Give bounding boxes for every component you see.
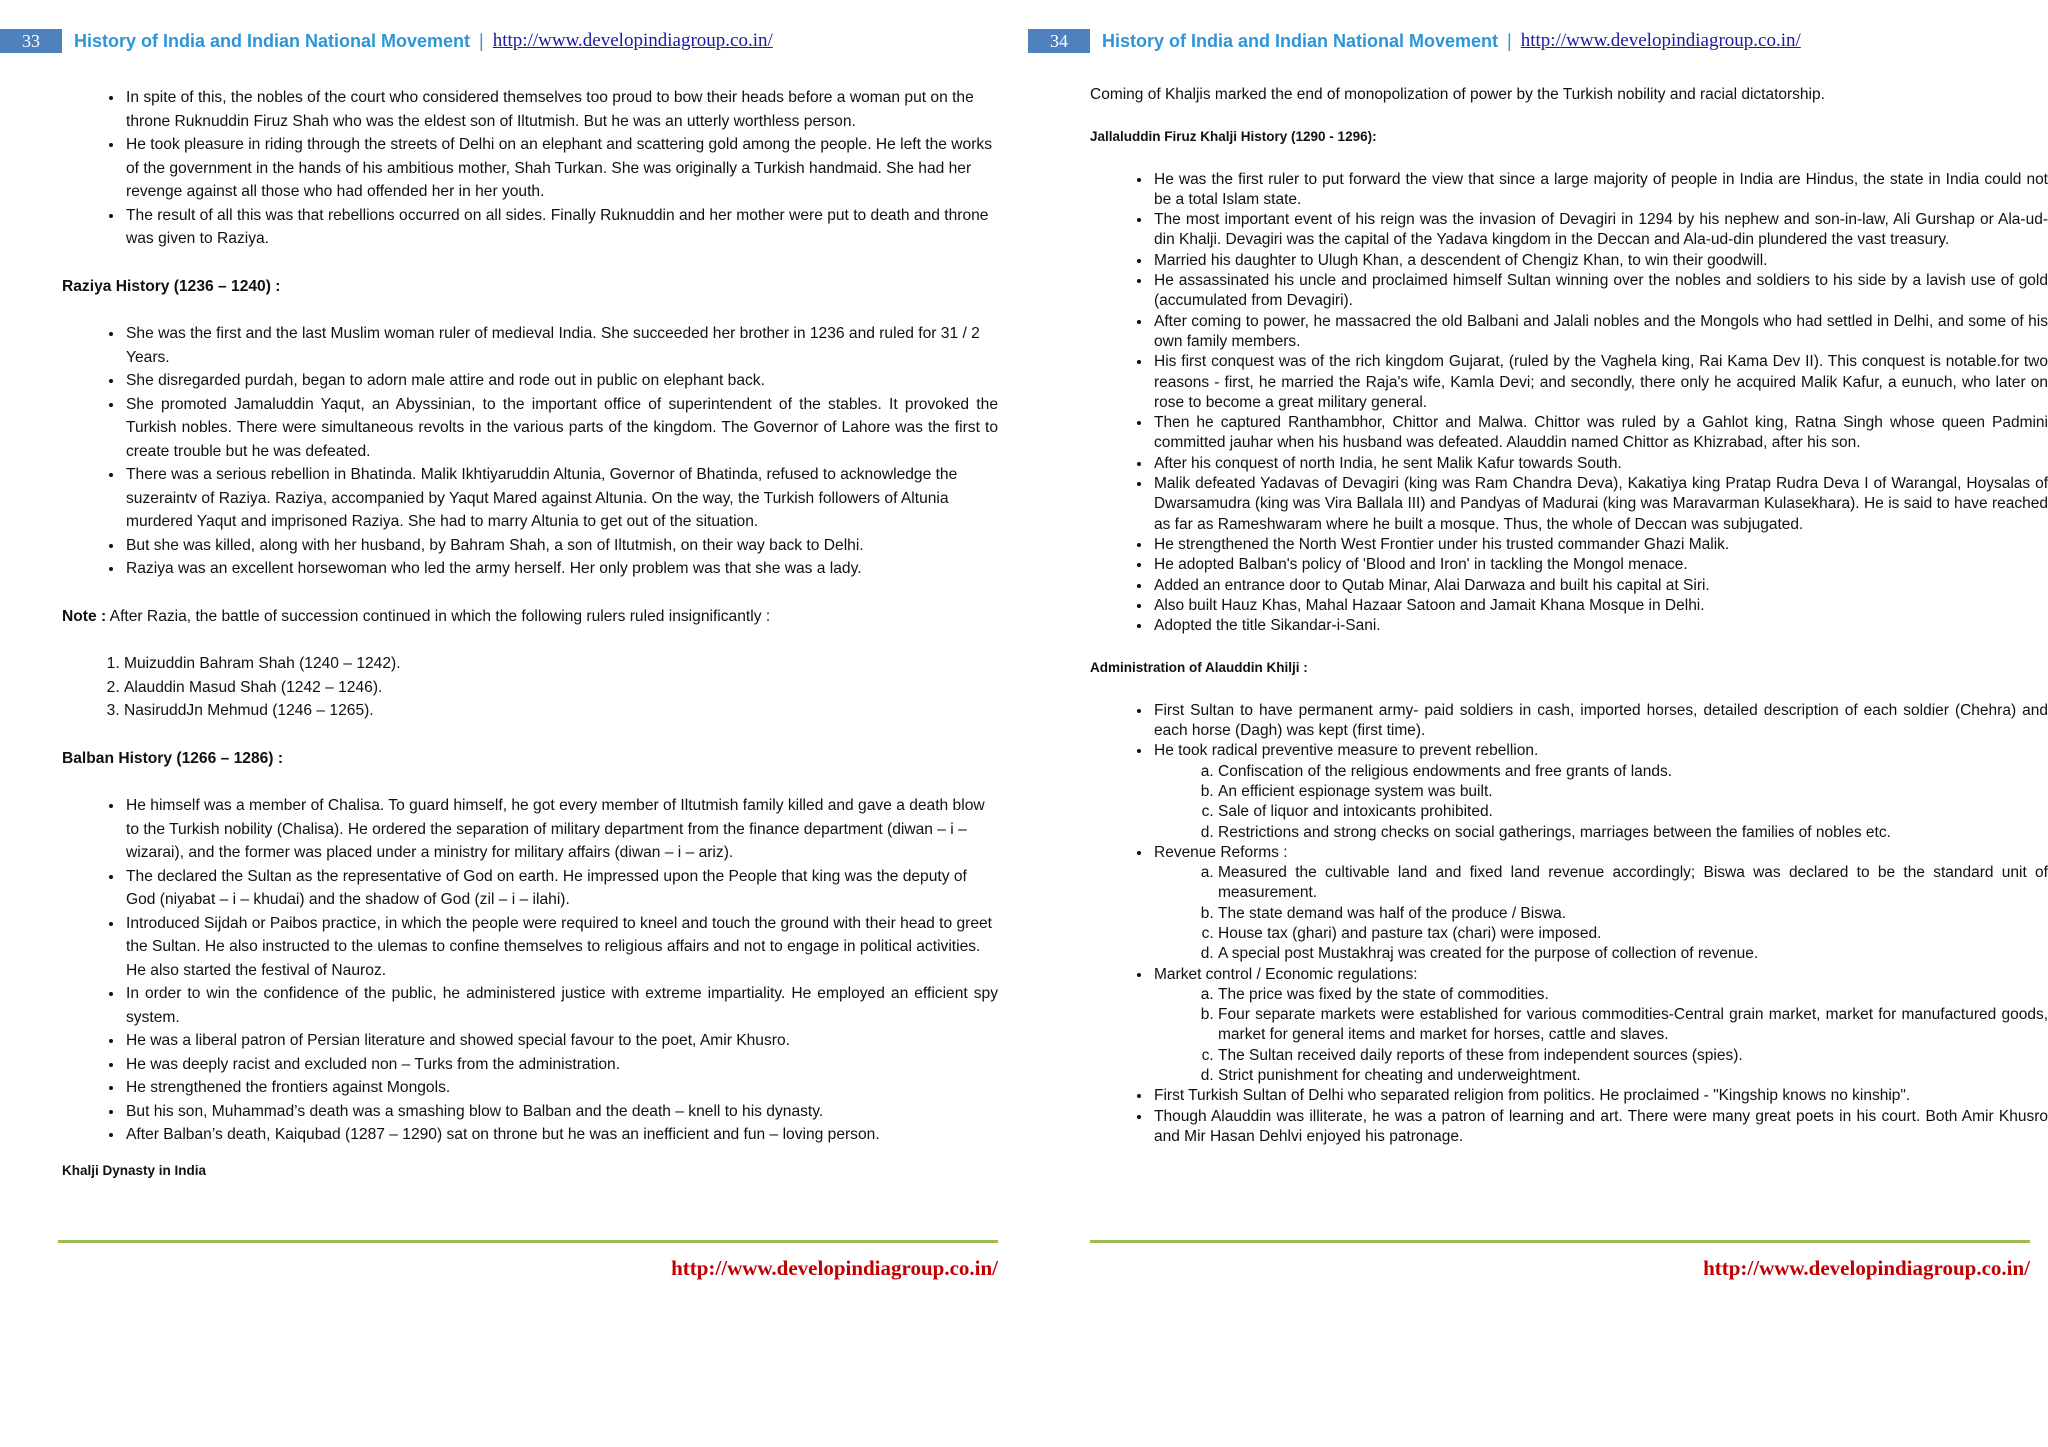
header-separator: |	[1507, 30, 1512, 51]
list-item: • In spite of this, the nobles of the court who considered themselves too proud to bow their heads before a woman put on the throne Ruknuddin Firuz Shah who was the eldest son of Iltutmish. But he was an utterly worthless person.	[124, 86, 998, 133]
list-item: • Adopted the title Sikandar-i-Sani.	[1152, 616, 2048, 636]
list-item: • He was deeply racist and excluded non – Turks from the administration.	[124, 1053, 998, 1077]
list-item: • Though Alauddin was illiterate, he was a patron of learning and art. There were many great poets in his court. Both Amir Khusro and Mir Hasan Dehlvi enjoyed his patronage.	[1152, 1107, 2048, 1148]
list-item: • There was a serious rebellion in Bhatinda. Malik Ikhtiyaruddin Altunia, Governor of Bhatinda, refused to acknowledge the suzeraintv of Raziya. Raziya, accompanied by Yaqut Mared against Altunia. On the way, the Turkish followers of Altunia murdered Yaqut and imprisoned Raziya. She had to marry Altunia to get out of the situation.	[124, 463, 998, 534]
page-header	[1028, 28, 1801, 54]
list-item: • Malik defeated Yadavas of Devagiri (king was Ram Chandra Deva), Kakatiya king Pratap Rudra Deva I of Warangal, Hoysalas of Dwarsamudra (king was Vira Ballala III) and Pandyas of Madurai (king was Maravarman Kulasekhara). He is said to have reached as far as Rameshwaram where he built a mosque. Thus, the whole of Deccan was subjugated.	[1152, 474, 2048, 535]
rebellion-sublist	[1154, 762, 2048, 843]
list-item: a. Measured the cultivable land and fixed land revenue accordingly; Biswa was declared to be the standard unit of measurement.	[1218, 863, 2048, 904]
header-title: History of India and Indian National Movement	[74, 30, 471, 51]
admin-bullet-list	[1090, 701, 2048, 1148]
list-item: 1. Muizuddin Bahram Shah (1240 – 1242).	[124, 652, 998, 676]
list-item	[1152, 843, 2048, 965]
balban-bullet-list	[62, 794, 998, 1147]
admin-heading: Administration of Alauddin Khilji :	[1090, 660, 1308, 676]
list-item: b. Four separate markets were established for various commodities-Central grain market, market for manufactured goods, market for general items and market for horses, cattle and slaves.	[1218, 1005, 2048, 1046]
list-item-label: He took radical preventive measure to prevent rebellion.	[1154, 742, 1539, 760]
list-item: c. House tax (ghari) and pasture tax (chari) were imposed.	[1218, 924, 2048, 944]
right-page	[1028, 0, 2048, 1300]
list-item: • He took pleasure in riding through the streets of Delhi on an elephant and scattering gold among the people. He left the works of the government in the hands of his ambitious mother, Shah Turkan. She was originally a Turkish handmaid. She had her revenge against all those who had offended her in her youth.	[124, 133, 998, 204]
header-url-link[interactable]: http://www.developindiagroup.co.in/	[492, 30, 773, 51]
list-item: • But his son, Muhammad’s death was a smashing blow to Balban and the death – knell to his dynasty.	[124, 1100, 998, 1124]
list-item: • In order to win the confidence of the public, he administered justice with extreme impartiality. He employed an efficient spy system.	[124, 982, 998, 1029]
footer-rule	[1090, 1240, 2030, 1243]
jalal-bullet-list	[1090, 170, 2048, 637]
list-item	[1152, 741, 2048, 842]
list-item: • Married his daughter to Ulugh Khan, a descendent of Chengiz Khan, to win their goodwill.	[1152, 251, 2048, 271]
list-item: d. Restrictions and strong checks on social gatherings, marriages between the families of nobles etc.	[1218, 823, 2048, 843]
header-title: History of India and Indian National Movement	[1102, 30, 1499, 51]
list-item: c. Sale of liquor and intoxicants prohibited.	[1218, 802, 2048, 822]
jalal-heading: Jallaluddin Firuz Khalji History (1290 - 1296):	[1090, 129, 1377, 145]
list-item: • Added an entrance door to Qutab Minar, Alai Darwaza and built his capital at Siri.	[1152, 576, 2048, 596]
note-paragraph	[62, 605, 998, 629]
list-item: • Introduced Sijdah or Paibos practice, in which the people were required to kneel and touch the ground with their head to greet the Sultan. He also instructed to the ulemas to confine themselves to religious affairs and not to engage in political activities. He also started the festival of Nauroz.	[124, 912, 998, 983]
list-item-label: Market control / Economic regulations:	[1154, 965, 1418, 983]
list-item: a. Confiscation of the religious endowments and free grants of lands.	[1218, 762, 2048, 782]
intro-bullet-list	[62, 86, 998, 251]
list-item-label: Revenue Reforms :	[1154, 843, 1288, 861]
list-item: • He adopted Balban's policy of 'Blood and Iron' in tackling the Mongol menace.	[1152, 555, 2048, 575]
list-item: 2. Alauddin Masud Shah (1242 – 1246).	[124, 676, 998, 700]
list-item: d. Strict punishment for cheating and underweightment.	[1218, 1066, 2048, 1086]
list-item	[1152, 965, 2048, 1087]
list-item: • After Balban’s death, Kaiqubad (1287 – 1290) sat on throne but he was an inefficient and fun – loving person.	[124, 1123, 998, 1147]
header-url-link[interactable]: http://www.developindiagroup.co.in/	[1520, 30, 1801, 51]
footer-rule	[58, 1240, 998, 1243]
list-item: • The result of all this was that rebellions occurred on all sides. Finally Ruknuddin and her mother were put to death and throne was given to Raziya.	[124, 204, 998, 251]
page-number: 33	[0, 29, 62, 53]
list-item: • Raziya was an excellent horsewoman who led the army herself. Her only problem was that she was a lady.	[124, 557, 998, 581]
intro-paragraph: Coming of Khaljis marked the end of monopolization of power by the Turkish nobility and racial dictatorship.	[1090, 86, 1825, 103]
revenue-sublist	[1154, 863, 2048, 964]
list-item: • His first conquest was of the rich kingdom Gujarat, (ruled by the Vaghela king, Rai Kama Dev II). This conquest is notable.for two reasons - first, he married the Raja's wife, Kamla Devi; and secondly, there only he acquired Malik Kafur, a eunuch, who later on rose to become a great military general.	[1152, 352, 2048, 413]
list-item: • First Sultan to have permanent army- paid soldiers in cash, imported horses, detailed description of each soldier (Chehra) and each horse (Dagh) was kept (first time).	[1152, 701, 2048, 742]
list-item: d. A special post Mustakhraj was created for the purpose of collection of revenue.	[1218, 944, 2048, 964]
page-header	[0, 28, 773, 54]
footer-url-link[interactable]: http://www.developindiagroup.co.in/	[1703, 1256, 2030, 1280]
list-item: • Then he captured Ranthambhor, Chittor and Malwa. Chittor was ruled by a Gahlot king, Ratna Singh whose queen Padmini committed jauhar when his husband was defeated. Alauddin named Chittor as Khizrabad, after his son.	[1152, 413, 2048, 454]
list-item: • She was the first and the last Muslim woman ruler of medieval India. She succeeded her brother in 1236 and ruled for 31 / 2 Years.	[124, 322, 998, 369]
raziya-heading: Raziya History (1236 – 1240) :	[62, 277, 281, 295]
raziya-bullet-list	[62, 322, 998, 581]
list-item: • He himself was a member of Chalisa. To guard himself, he got every member of Iltutmish family killed and gave a death blow to the Turkish nobility (Chalisa). He ordered the separation of military department from the finance department (diwan – i – wizarai), and the former was placed under a ministry for military affairs (diwan – i – ariz).	[124, 794, 998, 865]
khalji-heading: Khalji Dynasty in India	[62, 1162, 207, 1178]
balban-heading: Balban History (1266 – 1286) :	[62, 749, 284, 767]
list-item: • The most important event of his reign was the invasion of Devagiri in 1294 by his nephew and son-in-law, Ali Gurshap or Ala-ud-din Khalji. Devagiri was the capital of the Yadava kingdom in the Deccan and Ala-ud-din plundered the vast treasury.	[1152, 210, 2048, 251]
list-item: • Also built Hauz Khas, Mahal Hazaar Satoon and Jamait Khana Mosque in Delhi.	[1152, 596, 2048, 616]
list-item: • First Turkish Sultan of Delhi who separated religion from politics. He proclaimed - "Kingship knows no kinship".	[1152, 1086, 2048, 1106]
list-item: c. The Sultan received daily reports of these from independent sources (spies).	[1218, 1046, 2048, 1066]
list-item: • The declared the Sultan as the representative of God on earth. He impressed upon the People that king was the deputy of God (niyabat – i – khudai) and the shadow of God (zil – i – ilahi).	[124, 865, 998, 912]
list-item: b. An efficient espionage system was built.	[1218, 782, 2048, 802]
list-item: • After coming to power, he massacred the old Balbani and Jalali nobles and the Mongols who had settled in Delhi, and some of his own family members.	[1152, 312, 2048, 353]
list-item: • She disregarded purdah, began to adorn male attire and rode out in public on elephant back.	[124, 369, 998, 393]
list-item: 3. NasiruddJn Mehmud (1246 – 1265).	[124, 699, 998, 723]
left-page-body	[62, 86, 998, 1182]
list-item: a. The price was fixed by the state of commodities.	[1218, 985, 2048, 1005]
left-page	[0, 0, 1010, 1300]
list-item: • He was a liberal patron of Persian literature and showed special favour to the poet, Amir Khusro.	[124, 1029, 998, 1053]
list-item: • She promoted Jamaluddin Yaqut, an Abyssinian, to the important office of superintendent of the stables. It provoked the Turkish nobles. There were simultaneous revolts in the various parts of the kingdom. The Governor of Lahore was the first to create trouble but he was defeated.	[124, 393, 998, 464]
right-page-body	[1090, 85, 2048, 1147]
list-item: • After his conquest of north India, he sent Malik Kafur towards South.	[1152, 454, 2048, 474]
list-item: • But she was killed, along with her husband, by Bahram Shah, a son of Iltutmish, on their way back to Delhi.	[124, 534, 998, 558]
note-text: After Razia, the battle of succession continued in which the following rulers ruled insignificantly :	[109, 607, 771, 625]
list-item: • He was the first ruler to put forward the view that since a large majority of people in India are Hindus, the state in India could not be a total Islam state.	[1152, 170, 2048, 211]
rulers-numbered-list	[62, 652, 998, 723]
note-label: Note :	[62, 607, 107, 625]
market-sublist	[1154, 985, 2048, 1086]
page-number: 34	[1028, 29, 1090, 53]
list-item: • He strengthened the North West Frontier under his trusted commander Ghazi Malik.	[1152, 535, 2048, 555]
list-item: • He assassinated his uncle and proclaimed himself Sultan winning over the nobles and soldiers to his side by a lavish use of gold (accumulated from Devagiri).	[1152, 271, 2048, 312]
header-separator: |	[479, 30, 484, 51]
list-item: • He strengthened the frontiers against Mongols.	[124, 1076, 998, 1100]
list-item: b. The state demand was half of the produce / Biswa.	[1218, 904, 2048, 924]
footer-url-link[interactable]: http://www.developindiagroup.co.in/	[671, 1256, 998, 1280]
